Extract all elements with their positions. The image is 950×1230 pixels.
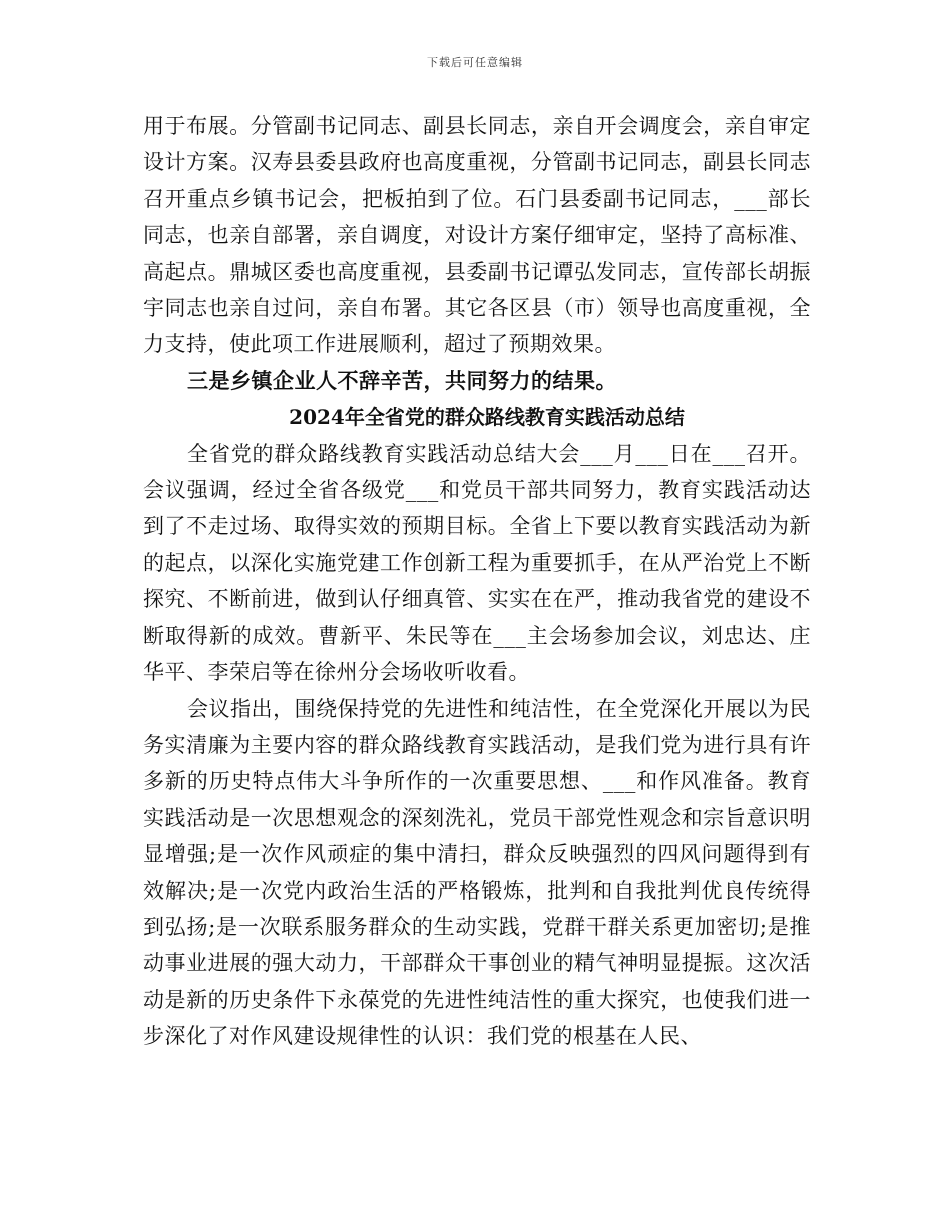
document-body bbox=[143, 108, 811, 1055]
document-title: 2024年全省党的群众路线教育实践活动总结 bbox=[289, 405, 685, 430]
section-point-three: 三是乡镇企业人不辞辛苦，共同努力的结果。 bbox=[187, 367, 617, 393]
paragraph-meeting-points: 会议指出，围绕保持党的先进性和纯洁性，在全党深化开展以为民务实清廉为主要内容的群众路线教育实践活动，是我们党为进行具有许多新的历史特点伟大斗争所作的一次重要思想、___和作风准备。教育实践活动是一次思想观念的深刻洗礼，党员干部党性观念和宗旨意识明显增强;是一次作风顽症的集中清扫，群众反映强烈的四风问题得到有效解决;是一次党内政治生活的严格锻炼，批判和自我批判优良传统得到弘扬;是一次联系服务群众的生动实践，党群干群关系更加密切;是推动事业进展的强大动力，干部群众干事创业的精气神明显提振。这次活动是新的历史条件下永葆党的先进性纯洁性的重大探究，也使我们进一步深化了对作风建设规律性的认识：我们党的根基在人民、 bbox=[143, 696, 811, 1049]
paragraph-meeting-summary: 全省党的群众路线教育实践活动总结大会___月___日在___召开。会议强调，经过全省各级党___和党员干部共同努力，教育实践活动达到了不走过场、取得实效的预期目标。全省上下要以教育实践活动为新的起点，以深化实施党建工作创新工程为重要抓手，在从严治党上不断探究、不断前进，做到认仔细真管、实实在在严，推动我省党的建设不断取得新的成效。曹新平、朱民等在___主会场参加会议，刘忠达、庄华平、李荣启等在徐州分会场收听收看。 bbox=[143, 441, 811, 685]
paragraph-continuation: 用于布展。分管副书记同志、副县长同志，亲自开会调度会，亲自审定设计方案。汉寿县委县政府也高度重视，分管副书记同志，副县长同志召开重点乡镇书记会，把板拍到了位。石门县委副书记同志，___部长同志，也亲自部署，亲自调度，对设计方案仔细审定，坚持了高标准、高起点。鼎城区委也高度重视，县委副书记谭弘发同志，宣传部长胡振宇同志也亲自过问，亲自布署。其它各区县（市）领导也高度重视，全力支持，使此项工作进展顺利，超过了预期效果。 bbox=[143, 114, 811, 357]
page-header: 下载后可任意编辑 bbox=[427, 56, 523, 69]
